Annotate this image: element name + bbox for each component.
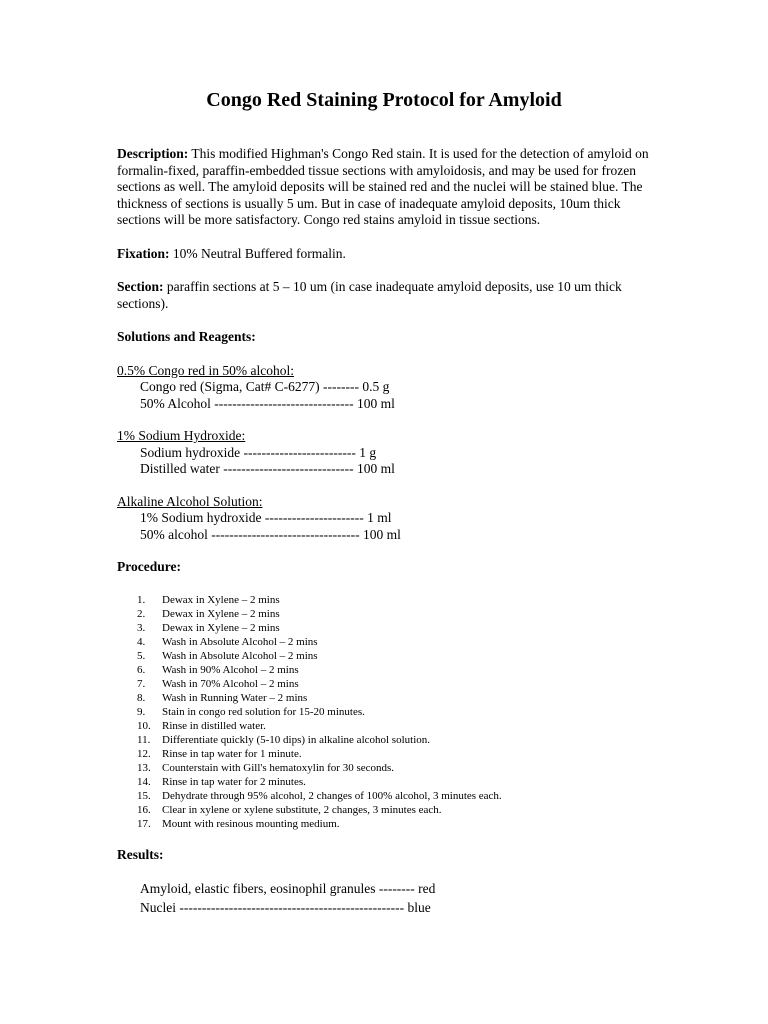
procedure-step: 6. Wash in 90% Alcohol – 2 mins — [137, 663, 299, 676]
solution-block — [117, 494, 657, 544]
procedure-step: 14. Rinse in tap water for 2 minutes. — [137, 775, 306, 788]
solution-title: 0.5% Congo red in 50% alcohol: — [117, 362, 294, 378]
solution-line: 50% alcohol --------------------------------- 100 ml — [140, 526, 401, 542]
procedure-step: 5. Wash in Absolute Alcohol – 2 mins — [137, 649, 318, 662]
procedure-step: 12. Rinse in tap water for 1 minute. — [137, 747, 302, 760]
section-paragraph — [117, 279, 657, 312]
procedure-step: 10. Rinse in distilled water. — [137, 719, 266, 732]
procedure-step: 4. Wash in Absolute Alcohol – 2 mins — [137, 635, 318, 648]
solution-line: 50% Alcohol ------------------------------- 100 ml — [140, 395, 395, 411]
solution-block — [117, 428, 657, 478]
description-label: Description: — [117, 146, 189, 161]
description-text: This modified Highman's Congo Red stain. It is used for the detection of amyloid on formalin-fixed, paraffin-embedded tissue sections with amyloidosis, and may be used for frozen sections as well. The amyloid deposits will be stained red and the nuclei will be stained blue. The thickness of sections is usually 5 um. But in case of inadequate amyloid deposits, 10um thick sections will be more satisfactory. Congo red stains amyloid in tissue sections. — [117, 146, 649, 227]
procedure-step: 13. Counterstain with Gill's hematoxylin for 30 seconds. — [137, 761, 395, 774]
procedure-step: 1. Dewax in Xylene – 2 mins — [137, 593, 280, 606]
page-title: Congo Red Staining Protocol for Amyloid — [206, 89, 562, 111]
solution-line: Distilled water ----------------------------- 100 ml — [140, 461, 395, 476]
fixation-paragraph — [117, 246, 657, 263]
procedure-list — [117, 593, 657, 831]
fixation-label: Fixation: — [117, 245, 170, 261]
procedure-heading: Procedure: — [117, 559, 181, 574]
section-label: Section: — [117, 279, 164, 294]
fixation-text: 10% Neutral Buffered formalin. — [169, 245, 346, 261]
solution-line: 1% Sodium hydroxide ---------------------- 1 ml — [140, 510, 392, 525]
procedure-step: 9. Stain in congo red solution for 15-20 minutes. — [137, 705, 365, 718]
procedure-step: 16. Clear in xylene or xylene substitute, 2 changes, 3 minutes each. — [137, 803, 442, 816]
procedure-step: 8. Wash in Running Water – 2 mins — [137, 691, 308, 704]
solution-line: Sodium hydroxide ------------------------- 1 g — [140, 444, 377, 460]
solutions-heading: Solutions and Reagents: — [117, 329, 256, 344]
solution-title: Alkaline Alcohol Solution: — [117, 493, 263, 509]
solution-block — [117, 363, 657, 413]
procedure-step: 17. Mount with resinous mounting medium. — [137, 817, 340, 830]
solution-title: 1% Sodium Hydroxide: — [117, 428, 246, 443]
procedure-step: 3. Dewax in Xylene – 2 mins — [137, 621, 280, 634]
result-line: Amyloid, elastic fibers, eosinophil granules -------- red — [140, 881, 436, 896]
results-heading: Results: — [117, 846, 164, 862]
procedure-step: 2. Dewax in Xylene – 2 mins — [137, 607, 280, 620]
description-paragraph — [117, 146, 657, 229]
section-text: paraffin sections at 5 – 10 um (in case inadequate amyloid deposits, use 10 um thick sections). — [117, 279, 622, 311]
document-body — [117, 146, 657, 917]
result-line: Nuclei -------------------------------------------------- blue — [140, 899, 431, 915]
procedure-step: 7. Wash in 70% Alcohol – 2 mins — [137, 677, 299, 690]
solution-line: Congo red (Sigma, Cat# C-6277) -------- 0.5 g — [140, 379, 390, 394]
procedure-step: 15. Dehydrate through 95% alcohol, 2 changes of 100% alcohol, 3 minutes each. — [137, 789, 502, 802]
procedure-step: 11. Differentiate quickly (5-10 dips) in alkaline alcohol solution. — [137, 733, 431, 746]
